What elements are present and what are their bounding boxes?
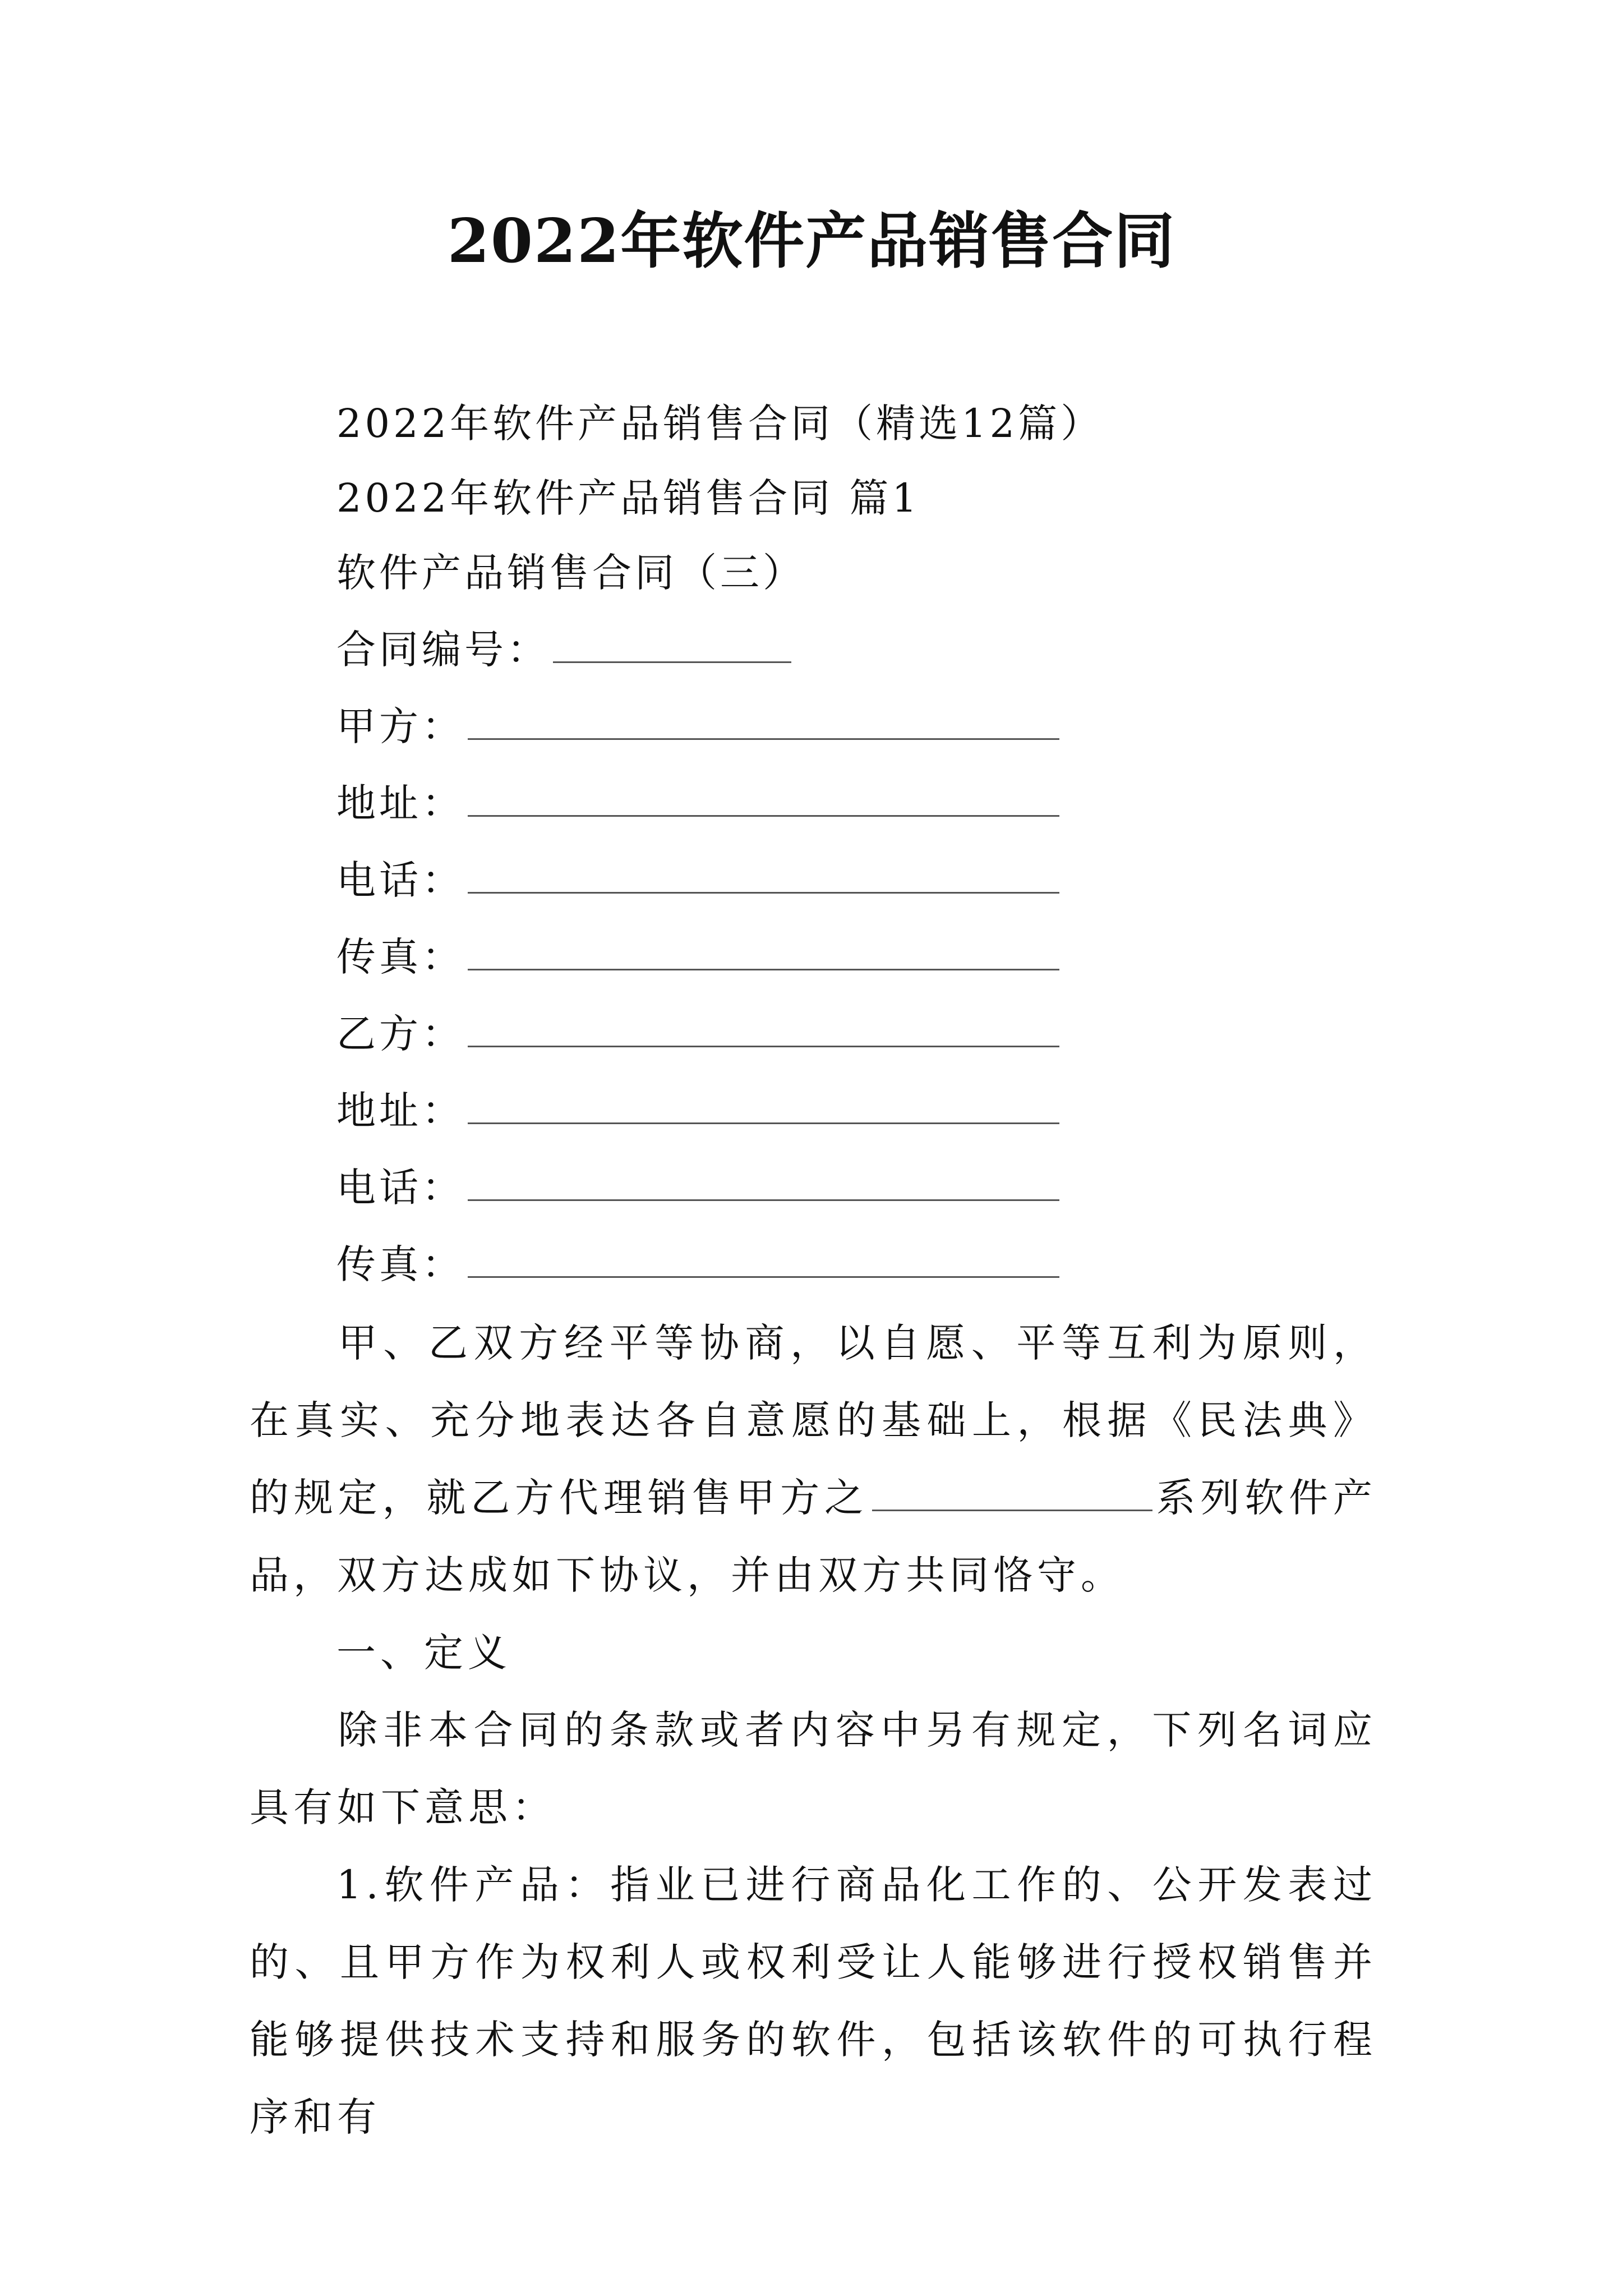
contract-number-row	[336, 619, 791, 680]
section1-intro	[250, 1691, 1377, 1846]
party-a-address-row	[336, 772, 1059, 834]
document-subtitle: 2022年软件产品销售合同（精选12篇）	[336, 401, 1104, 447]
party-b-phone-label: 电话：	[336, 1165, 464, 1211]
section1-heading	[250, 1614, 1377, 1691]
party-a-name-blank	[468, 701, 1059, 740]
party-b-address-row	[336, 1080, 1059, 1142]
party-b-name-label: 乙方：	[336, 1011, 464, 1057]
product-series-blank	[872, 1473, 1152, 1511]
party-b-fax-label: 传真：	[336, 1241, 464, 1287]
party-b-fax-blank	[468, 1239, 1059, 1278]
contract-number-label: 合同编号：	[336, 627, 550, 673]
party-a-fax-blank	[468, 932, 1059, 970]
party-a-fax-label: 传真：	[336, 934, 464, 980]
contract-name: 软件产品销售合同（三）	[336, 550, 805, 596]
party-b-address-blank	[468, 1085, 1059, 1124]
party-a-fax-row	[336, 926, 1059, 988]
party-b-phone-blank	[468, 1162, 1059, 1201]
preamble-paragraph	[250, 1304, 1377, 1614]
party-a-name-label: 甲方：	[336, 703, 464, 749]
party-a-phone-blank	[468, 855, 1059, 894]
party-b-fax-row	[336, 1234, 1059, 1295]
preamble-text-part1: 甲、乙双方经平等协商，以自愿、平等互利为原则，在真实、充分地表达各自意愿的基础上，根据《民法典》的规定，就乙方代理销售甲方之	[250, 1320, 1377, 1521]
party-b-phone-row	[336, 1157, 1059, 1218]
party-a-name-row	[336, 696, 1059, 757]
party-a-phone-row	[336, 849, 1059, 911]
party-a-phone-label: 电话：	[336, 857, 464, 903]
chapter-heading: 2022年软件产品销售合同 篇1	[336, 475, 920, 521]
document-title: 2022年软件产品销售合同	[447, 206, 1176, 277]
party-a-address-label: 地址：	[336, 780, 464, 826]
preamble-text-part2: 系列软件产品，双方达成如下协议，并由双方共同恪守。	[250, 1475, 1377, 1598]
section1-intro-text: 除非本合同的条款或者内容中另有规定，下列名词应具有如下意思：	[250, 1707, 1377, 1830]
contract-number-blank	[553, 624, 791, 663]
definition-1	[250, 1846, 1377, 2156]
party-b-address-label: 地址：	[336, 1088, 464, 1134]
party-b-name-row	[336, 1003, 1059, 1065]
party-a-address-blank	[468, 778, 1059, 817]
party-b-name-blank	[468, 1009, 1059, 1047]
definition-1-text: 1.软件产品：指业已进行商品化工作的、公开发表过的、且甲方作为权利人或权利受让人能够进行授权销售并能够提供技术支持和服务的软件，包括该软件的可执行程序和有	[250, 1862, 1377, 2140]
section1-heading-text: 一、定义	[336, 1630, 511, 1676]
